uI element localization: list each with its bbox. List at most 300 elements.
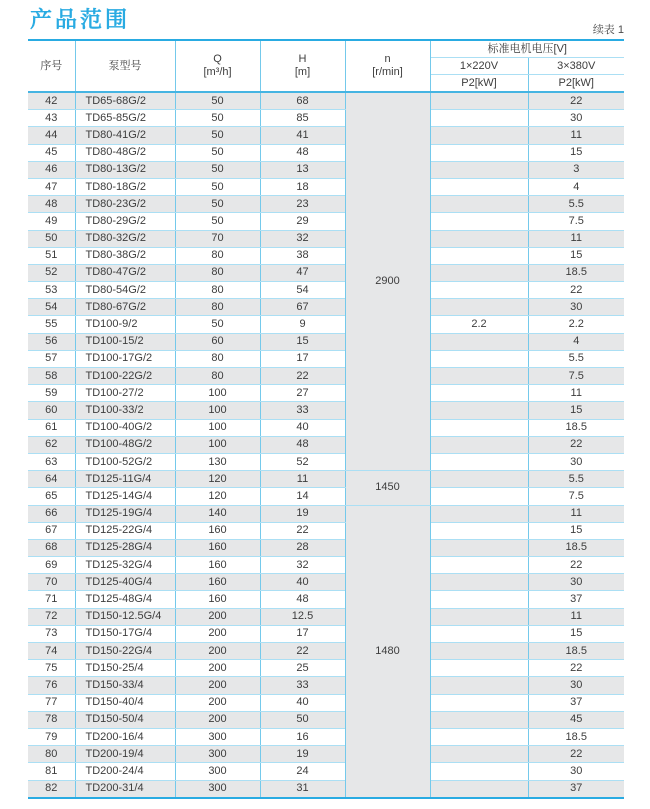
- head-cell: 85: [260, 110, 345, 127]
- p2-380v-cell: 22: [528, 746, 624, 763]
- p2-380v-cell: 45: [528, 711, 624, 728]
- flow-cell: 200: [175, 660, 260, 677]
- table-row: [28, 333, 624, 350]
- p2-220v-cell: [430, 247, 528, 264]
- p2-220v-cell: [430, 660, 528, 677]
- head-cell: 67: [260, 299, 345, 316]
- serial-cell: 51: [28, 247, 75, 264]
- p2-220v-cell: [430, 557, 528, 574]
- table-row: [28, 608, 624, 625]
- model-cell: TD200-24/4: [75, 763, 175, 780]
- table-row: [28, 92, 624, 110]
- flow-cell: 50: [175, 196, 260, 213]
- serial-cell: 59: [28, 385, 75, 402]
- table-row: [28, 660, 624, 677]
- p2-220v-cell: [430, 402, 528, 419]
- p2-220v-cell: [430, 333, 528, 350]
- serial-cell: 68: [28, 539, 75, 556]
- p2-220v-cell: [430, 522, 528, 539]
- flow-cell: 80: [175, 350, 260, 367]
- p2-380v-cell: 18.5: [528, 264, 624, 281]
- col-header-model: 泵型号: [75, 40, 175, 92]
- p2-380v-cell: 37: [528, 694, 624, 711]
- p2-220v-cell: [430, 127, 528, 144]
- speed-cell: 1450: [345, 471, 430, 505]
- model-cell: TD150-33/4: [75, 677, 175, 694]
- p2-380v-cell: 15: [528, 522, 624, 539]
- table-row: [28, 127, 624, 144]
- head-cell: 9: [260, 316, 345, 333]
- p2-220v-cell: [430, 677, 528, 694]
- head-symbol: H: [298, 53, 307, 65]
- serial-cell: 47: [28, 178, 75, 195]
- serial-cell: 55: [28, 316, 75, 333]
- flow-cell: 140: [175, 505, 260, 522]
- p2-220v-cell: [430, 350, 528, 367]
- p2-380v-cell: 15: [528, 402, 624, 419]
- flow-cell: 300: [175, 746, 260, 763]
- serial-cell: 74: [28, 643, 75, 660]
- flow-unit: [m³/h]: [203, 66, 232, 78]
- col-header-head: [260, 40, 345, 92]
- col-header-p2-220: P2[kW]: [430, 75, 528, 93]
- flow-cell: 200: [175, 643, 260, 660]
- p2-220v-cell: 2.2: [430, 316, 528, 333]
- table-row: [28, 505, 624, 522]
- model-cell: TD200-31/4: [75, 780, 175, 798]
- head-cell: 33: [260, 677, 345, 694]
- table-row: [28, 728, 624, 745]
- table-row: [28, 694, 624, 711]
- speed-unit: [r/min]: [372, 66, 403, 78]
- model-cell: TD125-48G/4: [75, 591, 175, 608]
- model-cell: TD125-19G/4: [75, 505, 175, 522]
- p2-380v-cell: 5.5: [528, 471, 624, 488]
- col-header-flow: [175, 40, 260, 92]
- model-cell: TD80-38G/2: [75, 247, 175, 264]
- table-row: [28, 264, 624, 281]
- model-cell: TD80-32G/2: [75, 230, 175, 247]
- serial-cell: 79: [28, 728, 75, 745]
- speed-cell: 2900: [345, 92, 430, 471]
- table-row: [28, 453, 624, 470]
- p2-220v-cell: [430, 728, 528, 745]
- serial-cell: 52: [28, 264, 75, 281]
- serial-cell: 54: [28, 299, 75, 316]
- head-cell: 52: [260, 453, 345, 470]
- head-cell: 19: [260, 746, 345, 763]
- p2-380v-cell: 18.5: [528, 728, 624, 745]
- table-row: [28, 419, 624, 436]
- p2-220v-cell: [430, 539, 528, 556]
- model-cell: TD125-11G/4: [75, 471, 175, 488]
- p2-380v-cell: 7.5: [528, 213, 624, 230]
- serial-cell: 42: [28, 92, 75, 110]
- model-cell: TD80-48G/2: [75, 144, 175, 161]
- p2-220v-cell: [430, 488, 528, 505]
- model-cell: TD150-40/4: [75, 694, 175, 711]
- flow-cell: 60: [175, 333, 260, 350]
- model-cell: TD125-40G/4: [75, 574, 175, 591]
- p2-380v-cell: 30: [528, 763, 624, 780]
- flow-cell: 80: [175, 264, 260, 281]
- p2-220v-cell: [430, 780, 528, 798]
- table-row: [28, 385, 624, 402]
- p2-380v-cell: 30: [528, 299, 624, 316]
- table-row: [28, 574, 624, 591]
- serial-cell: 53: [28, 282, 75, 299]
- serial-cell: 78: [28, 711, 75, 728]
- flow-cell: 300: [175, 728, 260, 745]
- head-cell: 40: [260, 694, 345, 711]
- head-cell: 48: [260, 144, 345, 161]
- table-row: [28, 402, 624, 419]
- flow-cell: 50: [175, 92, 260, 110]
- p2-380v-cell: 11: [528, 385, 624, 402]
- model-cell: TD150-22G/4: [75, 643, 175, 660]
- model-cell: TD100-22G/2: [75, 368, 175, 385]
- table-row: [28, 316, 624, 333]
- p2-380v-cell: 30: [528, 110, 624, 127]
- model-cell: TD100-52G/2: [75, 453, 175, 470]
- head-cell: 22: [260, 643, 345, 660]
- head-cell: 22: [260, 368, 345, 385]
- head-cell: 19: [260, 505, 345, 522]
- flow-cell: 160: [175, 522, 260, 539]
- p2-220v-cell: [430, 505, 528, 522]
- page-title: 产品范围: [30, 7, 131, 32]
- head-cell: 23: [260, 196, 345, 213]
- serial-cell: 50: [28, 230, 75, 247]
- p2-220v-cell: [430, 110, 528, 127]
- serial-cell: 49: [28, 213, 75, 230]
- serial-cell: 76: [28, 677, 75, 694]
- p2-220v-cell: [430, 591, 528, 608]
- flow-cell: 160: [175, 591, 260, 608]
- flow-cell: 200: [175, 677, 260, 694]
- flow-cell: 50: [175, 144, 260, 161]
- model-cell: TD65-85G/2: [75, 110, 175, 127]
- table-row: [28, 643, 624, 660]
- table-row: [28, 522, 624, 539]
- table-row: [28, 746, 624, 763]
- p2-220v-cell: [430, 144, 528, 161]
- p2-380v-cell: 30: [528, 453, 624, 470]
- p2-220v-cell: [430, 178, 528, 195]
- serial-cell: 48: [28, 196, 75, 213]
- p2-220v-cell: [430, 161, 528, 178]
- p2-220v-cell: [430, 385, 528, 402]
- table-header: [28, 40, 624, 92]
- p2-220v-cell: [430, 746, 528, 763]
- speed-symbol: n: [384, 53, 391, 65]
- head-cell: 40: [260, 574, 345, 591]
- p2-220v-cell: [430, 625, 528, 642]
- p2-380v-cell: 4: [528, 178, 624, 195]
- serial-cell: 75: [28, 660, 75, 677]
- model-cell: TD80-18G/2: [75, 178, 175, 195]
- table-row: [28, 591, 624, 608]
- flow-cell: 100: [175, 385, 260, 402]
- p2-380v-cell: 22: [528, 557, 624, 574]
- p2-380v-cell: 4: [528, 333, 624, 350]
- flow-cell: 50: [175, 127, 260, 144]
- flow-cell: 200: [175, 711, 260, 728]
- serial-cell: 57: [28, 350, 75, 367]
- head-cell: 68: [260, 92, 345, 110]
- p2-380v-cell: 30: [528, 677, 624, 694]
- table-row: [28, 368, 624, 385]
- model-cell: TD80-47G/2: [75, 264, 175, 281]
- p2-380v-cell: 22: [528, 282, 624, 299]
- serial-cell: 65: [28, 488, 75, 505]
- col-header-voltage-220: 1×220V: [430, 58, 528, 75]
- p2-380v-cell: 37: [528, 780, 624, 798]
- model-cell: TD125-32G/4: [75, 557, 175, 574]
- p2-220v-cell: [430, 230, 528, 247]
- head-cell: 32: [260, 557, 345, 574]
- model-cell: TD150-12.5G/4: [75, 608, 175, 625]
- flow-cell: 200: [175, 625, 260, 642]
- serial-cell: 62: [28, 436, 75, 453]
- flow-cell: 50: [175, 316, 260, 333]
- head-cell: 48: [260, 591, 345, 608]
- p2-220v-cell: [430, 608, 528, 625]
- table-row: [28, 110, 624, 127]
- flow-cell: 50: [175, 161, 260, 178]
- head-cell: 27: [260, 385, 345, 402]
- model-cell: TD150-17G/4: [75, 625, 175, 642]
- p2-220v-cell: [430, 282, 528, 299]
- model-cell: TD100-17G/2: [75, 350, 175, 367]
- table-row: [28, 539, 624, 556]
- head-cell: 38: [260, 247, 345, 264]
- flow-symbol: Q: [213, 53, 222, 65]
- head-cell: 32: [260, 230, 345, 247]
- serial-cell: 58: [28, 368, 75, 385]
- serial-cell: 56: [28, 333, 75, 350]
- model-cell: TD125-28G/4: [75, 539, 175, 556]
- model-cell: TD100-27/2: [75, 385, 175, 402]
- head-cell: 16: [260, 728, 345, 745]
- p2-380v-cell: 11: [528, 127, 624, 144]
- model-cell: TD200-19/4: [75, 746, 175, 763]
- p2-380v-cell: 3: [528, 161, 624, 178]
- table-row: [28, 711, 624, 728]
- flow-cell: 80: [175, 299, 260, 316]
- table-row: [28, 677, 624, 694]
- serial-cell: 64: [28, 471, 75, 488]
- head-cell: 40: [260, 419, 345, 436]
- serial-cell: 61: [28, 419, 75, 436]
- model-cell: TD80-29G/2: [75, 213, 175, 230]
- product-range-table: [28, 39, 624, 799]
- flow-cell: 120: [175, 471, 260, 488]
- model-cell: TD80-23G/2: [75, 196, 175, 213]
- flow-cell: 80: [175, 368, 260, 385]
- flow-cell: 160: [175, 574, 260, 591]
- serial-cell: 70: [28, 574, 75, 591]
- p2-380v-cell: 18.5: [528, 643, 624, 660]
- p2-220v-cell: [430, 264, 528, 281]
- flow-cell: 300: [175, 780, 260, 798]
- model-cell: TD100-40G/2: [75, 419, 175, 436]
- serial-cell: 45: [28, 144, 75, 161]
- p2-220v-cell: [430, 299, 528, 316]
- col-header-speed: [345, 40, 430, 92]
- model-cell: TD125-14G/4: [75, 488, 175, 505]
- col-header-voltage-group: 标准电机电压[V]: [430, 40, 624, 58]
- p2-380v-cell: 18.5: [528, 539, 624, 556]
- flow-cell: 80: [175, 282, 260, 299]
- flow-cell: 160: [175, 539, 260, 556]
- flow-cell: 130: [175, 453, 260, 470]
- flow-cell: 160: [175, 557, 260, 574]
- p2-380v-cell: 11: [528, 230, 624, 247]
- p2-220v-cell: [430, 471, 528, 488]
- flow-cell: 200: [175, 694, 260, 711]
- p2-220v-cell: [430, 213, 528, 230]
- head-cell: 48: [260, 436, 345, 453]
- serial-cell: 81: [28, 763, 75, 780]
- p2-220v-cell: [430, 436, 528, 453]
- head-cell: 11: [260, 471, 345, 488]
- head-cell: 17: [260, 350, 345, 367]
- table-row: [28, 230, 624, 247]
- serial-cell: 69: [28, 557, 75, 574]
- table-row: [28, 144, 624, 161]
- flow-cell: 50: [175, 110, 260, 127]
- head-cell: 50: [260, 711, 345, 728]
- head-unit: [m]: [294, 66, 311, 78]
- table-row: [28, 299, 624, 316]
- serial-cell: 60: [28, 402, 75, 419]
- flow-cell: 200: [175, 608, 260, 625]
- serial-cell: 71: [28, 591, 75, 608]
- flow-cell: 100: [175, 402, 260, 419]
- table-row: [28, 350, 624, 367]
- head-cell: 47: [260, 264, 345, 281]
- head-cell: 31: [260, 780, 345, 798]
- serial-cell: 82: [28, 780, 75, 798]
- flow-cell: 50: [175, 213, 260, 230]
- p2-220v-cell: [430, 711, 528, 728]
- flow-cell: 50: [175, 178, 260, 195]
- serial-cell: 63: [28, 453, 75, 470]
- model-cell: TD100-33/2: [75, 402, 175, 419]
- serial-cell: 46: [28, 161, 75, 178]
- p2-380v-cell: 22: [528, 92, 624, 110]
- p2-380v-cell: 5.5: [528, 350, 624, 367]
- p2-220v-cell: [430, 419, 528, 436]
- head-cell: 22: [260, 522, 345, 539]
- flow-cell: 100: [175, 419, 260, 436]
- table-row: [28, 196, 624, 213]
- model-cell: TD100-9/2: [75, 316, 175, 333]
- head-cell: 13: [260, 161, 345, 178]
- table-row: [28, 161, 624, 178]
- continuation-note: 续表 1: [592, 24, 624, 36]
- serial-cell: 43: [28, 110, 75, 127]
- p2-380v-cell: 15: [528, 144, 624, 161]
- head-cell: 41: [260, 127, 345, 144]
- model-cell: TD150-25/4: [75, 660, 175, 677]
- head-cell: 54: [260, 282, 345, 299]
- flow-cell: 100: [175, 436, 260, 453]
- p2-380v-cell: 11: [528, 608, 624, 625]
- model-cell: TD200-16/4: [75, 728, 175, 745]
- head-cell: 17: [260, 625, 345, 642]
- p2-220v-cell: [430, 643, 528, 660]
- table-row: [28, 213, 624, 230]
- serial-cell: 73: [28, 625, 75, 642]
- p2-380v-cell: 7.5: [528, 368, 624, 385]
- head-cell: 12.5: [260, 608, 345, 625]
- col-header-voltage-380: 3×380V: [528, 58, 624, 75]
- p2-380v-cell: 22: [528, 436, 624, 453]
- p2-220v-cell: [430, 368, 528, 385]
- serial-cell: 77: [28, 694, 75, 711]
- p2-380v-cell: 7.5: [528, 488, 624, 505]
- head-cell: 15: [260, 333, 345, 350]
- table-row: [28, 763, 624, 780]
- table-row: [28, 625, 624, 642]
- model-cell: TD80-41G/2: [75, 127, 175, 144]
- serial-cell: 44: [28, 127, 75, 144]
- model-cell: TD125-22G/4: [75, 522, 175, 539]
- head-cell: 14: [260, 488, 345, 505]
- serial-cell: 67: [28, 522, 75, 539]
- spec-table: [28, 39, 624, 799]
- table-row: [28, 282, 624, 299]
- model-cell: TD80-54G/2: [75, 282, 175, 299]
- model-cell: TD100-48G/2: [75, 436, 175, 453]
- col-header-serial: 序号: [28, 40, 75, 92]
- table-row: [28, 436, 624, 453]
- model-cell: TD80-13G/2: [75, 161, 175, 178]
- p2-380v-cell: 18.5: [528, 419, 624, 436]
- serial-cell: 66: [28, 505, 75, 522]
- table-row: [28, 247, 624, 264]
- p2-220v-cell: [430, 763, 528, 780]
- col-header-p2-380: P2[kW]: [528, 75, 624, 93]
- p2-220v-cell: [430, 453, 528, 470]
- model-cell: TD80-67G/2: [75, 299, 175, 316]
- speed-cell: 1480: [345, 505, 430, 798]
- p2-220v-cell: [430, 694, 528, 711]
- p2-380v-cell: 2.2: [528, 316, 624, 333]
- p2-380v-cell: 11: [528, 505, 624, 522]
- head-cell: 29: [260, 213, 345, 230]
- serial-cell: 80: [28, 746, 75, 763]
- head-cell: 25: [260, 660, 345, 677]
- flow-cell: 80: [175, 247, 260, 264]
- head-cell: 24: [260, 763, 345, 780]
- head-cell: 18: [260, 178, 345, 195]
- p2-380v-cell: 37: [528, 591, 624, 608]
- p2-220v-cell: [430, 196, 528, 213]
- table-row: [28, 178, 624, 195]
- flow-cell: 300: [175, 763, 260, 780]
- head-cell: 33: [260, 402, 345, 419]
- table-row: [28, 488, 624, 505]
- p2-380v-cell: 22: [528, 660, 624, 677]
- table-body: [28, 92, 624, 798]
- model-cell: TD65-68G/2: [75, 92, 175, 110]
- model-cell: TD150-50/4: [75, 711, 175, 728]
- serial-cell: 72: [28, 608, 75, 625]
- p2-380v-cell: 15: [528, 625, 624, 642]
